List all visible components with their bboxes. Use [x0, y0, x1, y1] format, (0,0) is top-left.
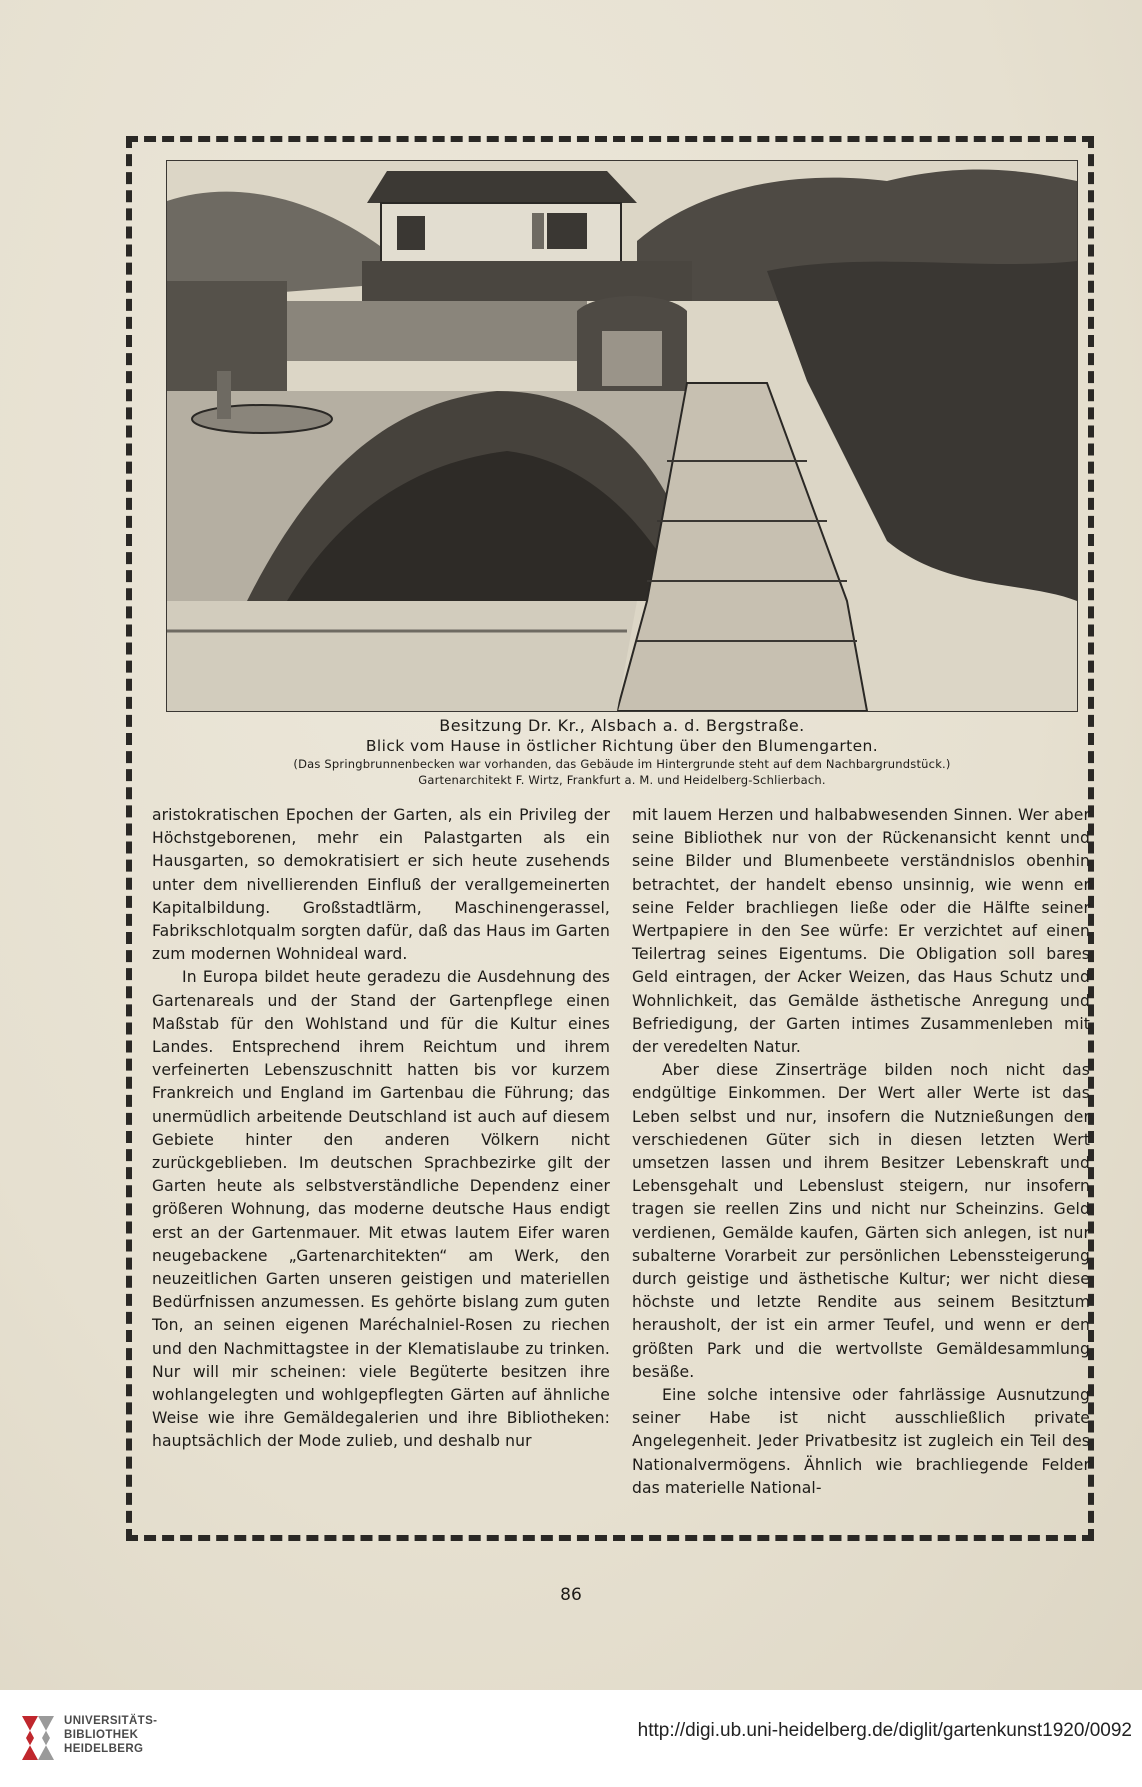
permalink-url[interactable]: http://digi.ub.uni-heidelberg.de/diglit/gartenkunst1920/0092 — [637, 1720, 1132, 1741]
right-column — [632, 804, 1090, 1534]
caption-credit: Gartenarchitekt F. Wirtz, Frankfurt a. M. und Heidelberg-Schlierbach. — [418, 773, 826, 787]
figure-caption — [166, 716, 1078, 788]
paragraph: Aber diese Zinserträge bilden noch nicht das endgültige Einkommen. Der Wert aller Werte ist das Leben selbst und nur, insofern die Nutznießungen der verschiedenen Güter sich in diesen letzten Wert umsetzen lassen und ihrem Besitzer Lebenskraft und Lebensgehalt und Lebenslust steigern, nur insofern tragen sie reellen Zins und nicht nur Scheinzins. Geld verdienen, Gemälde kaufen, Gärten sich anlegen, ist nur subalterne Vorarbeit zur persönlichen Lebenssteigerung durch geistige und ästhetische Kultur; wer nicht diese höchste und letzte Rendite aus seinem Besitztum herausholt, der ist ein armer Teufel, und wenn er den größten Park und die wertvollste Gemäldesammlung besäße. — [632, 1061, 1090, 1381]
caption-note: (Das Springbrunnenbecken war vorhanden, das Gebäude im Hintergrunde steht auf dem Nachbargrundstück.) — [293, 757, 951, 771]
left-column — [152, 804, 610, 1534]
paragraph: mit lauem Herzen und halbabwesenden Sinnen. Wer aber seine Bibliothek nur von der Rückenansicht kennt und seine Bilder und Blumenbeete verständnislos obenhin betrachtet, der handelt ebenso unsinnig, wie wenn er seine Felder brachliegen ließe oder die Hälfte seiner Wertpapiere in den See würfe: Er verzichtet auf einen Teilertrag seines Eigentums. Die Obligation soll bares Geld eintragen, der Acker Weizen, das Haus Schutz und Wohnlichkeit, das Gemälde ästhetische Anregung und Befriedigung, der Garten intimes Zusammenleben mit der veredelten Natur. — [632, 806, 1090, 1057]
caption-title: Besitzung Dr. Kr., Alsbach a. d. Bergstraße. — [439, 716, 805, 735]
garden-illustration — [166, 160, 1078, 712]
article-body — [152, 804, 1090, 1534]
page-number: 86 — [560, 1585, 582, 1605]
paragraph: Eine solche intensive oder fahrlässige Ausnutzung seiner Habe ist nicht ausschließlich private Angelegenheit. Jeder Privatbesitz ist zugleich ein Teil des Nationalvermögens. Ähnlich wie brachliegende Felder das materielle National- — [632, 1386, 1090, 1497]
paragraph: In Europa bildet heute geradezu die Ausdehnung des Gartenareals und der Stand der Gartenpflege einen Maßstab für den Wohlstand und für die Kultur eines Landes. Entsprechend ihrem Reichtum und ihrem verfeinerten Lebenszuschnitt hatten bis vor kurzem Frankreich und England im Gartenbau die Führung; das unermüdlich arbeitende Deutschland ist auch auf diesem Gebiete hinter den anderen Völkern nicht zurückgeblieben. Im deutschen Sprachbezirke gilt der Garten heute als selbstverständliche Dependenz einer größeren Wohnung, das moderne deutsche Haus endigt erst an der Gartenmauer. Mit etwas lautem Eifer waren neugebackene „Gartenarchitekten“ am Werk, den neuzeitlichen Garten unseren geistigen und materiellen Bedürfnissen anzumessen. Es gehörte bislang zum guten Ton, an seinen eigenen Maréchalniel-Rosen zu riechen und den Nachmittagstee in der Klematislaube zu trinken. Nur will mir scheinen: viele Begüterte besitzen ihre wohlangelegten und wohlgepflegten Gärten auf ähnliche Weise wie ihre Gemäldegalerien und ihre Bibliotheken: hauptsächlich der Mode zulieb, und deshalb nur — [152, 968, 610, 1451]
digitization-footer — [0, 1690, 1142, 1787]
university-library-logo-icon — [16, 1712, 58, 1764]
caption-subtitle: Blick vom Hause in östlicher Richtung über den Blumengarten. — [365, 737, 879, 755]
library-name: UNIVERSITÄTS- BIBLIOTHEK HEIDELBERG — [64, 1715, 158, 1755]
paragraph: aristokratischen Epochen der Garten, als ein Privileg der Höchstgeborenen, mehr ein Palastgarten als ein Hausgarten, so demokratisiert er sich heute zusehends unter dem nivellierenden Einfluß der verallgemeinerten Kapitalbildung. Großstadtlärm, Maschinengerassel, Fabrikschlotqualm sorgten dafür, daß das Haus im Garten zum modernen Wohnideal ward. — [152, 806, 610, 964]
